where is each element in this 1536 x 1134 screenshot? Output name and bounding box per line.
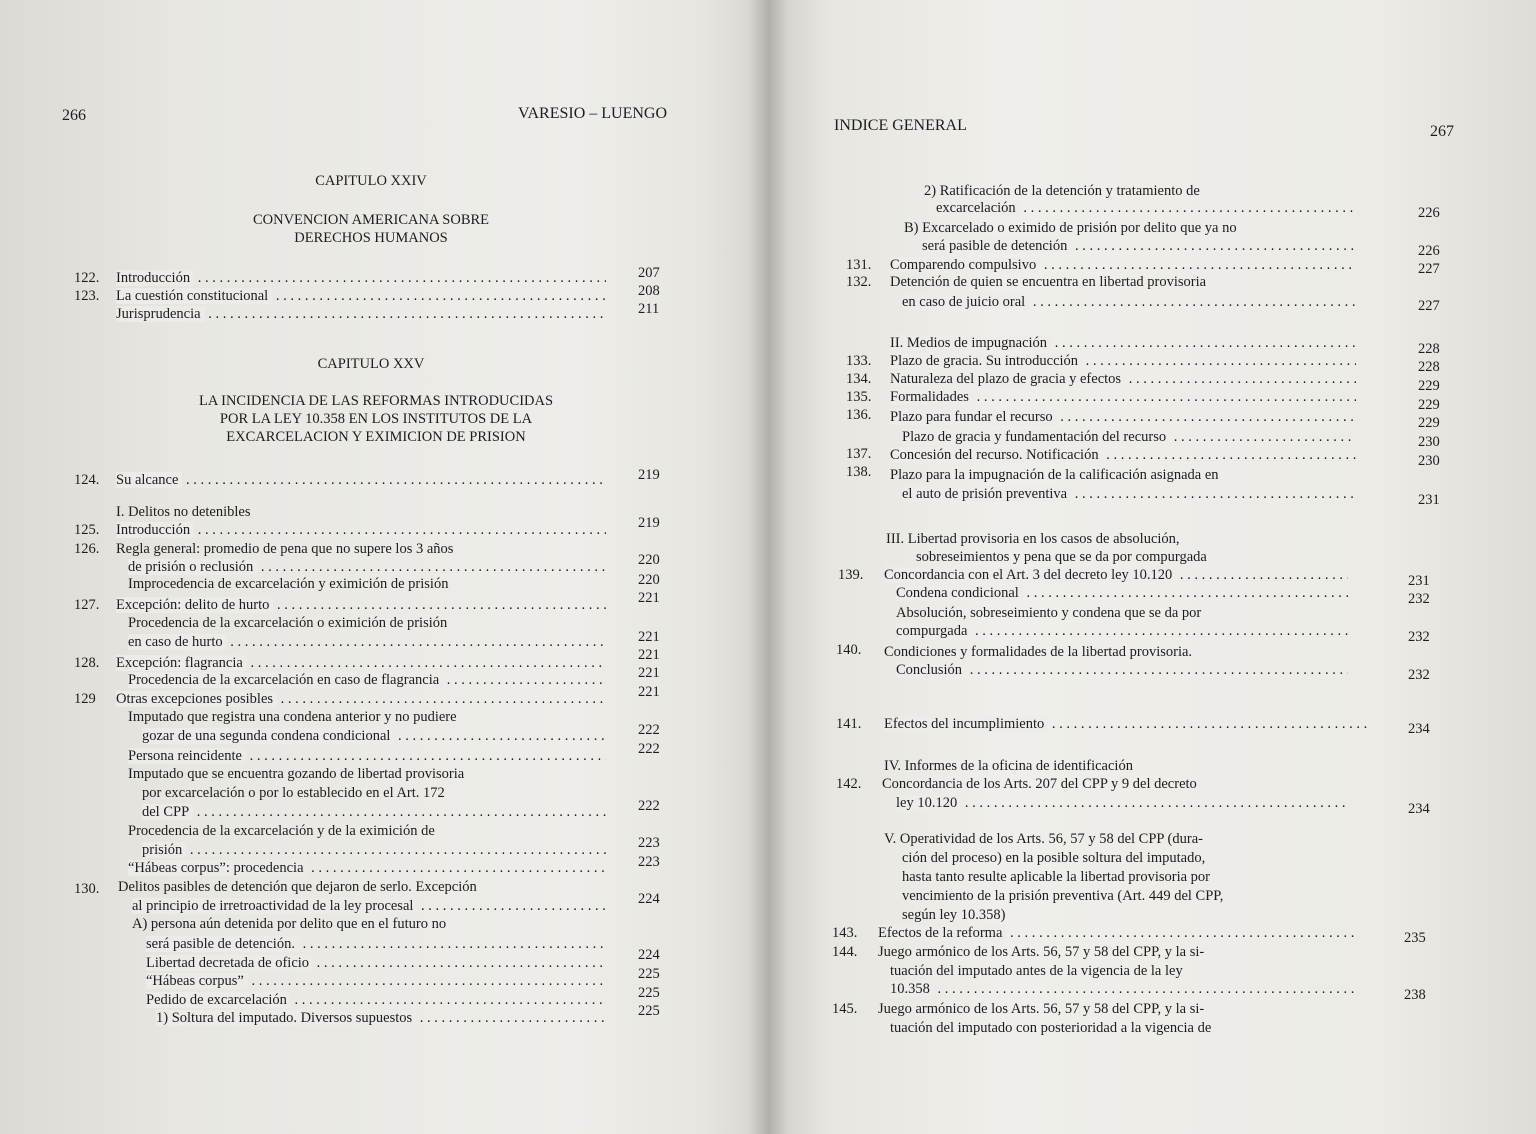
toc-entry: en caso de juicio oral . . . bbox=[902, 293, 1356, 311]
entry-number: 136. bbox=[846, 407, 872, 423]
chapter-xxiv-title-1: CONVENCION AMERICANA SOBRE bbox=[252, 212, 490, 228]
toc-entry: Libertad decretada de oficio . . . bbox=[146, 954, 606, 972]
entry-page: 229 bbox=[1418, 415, 1440, 431]
entry-page: 219 bbox=[638, 515, 660, 531]
book-gutter bbox=[748, 0, 788, 1134]
entry-page: 232 bbox=[1408, 629, 1430, 645]
toc-entry: Improcedencia de excarcelación y eximición de prisión bbox=[128, 576, 449, 592]
toc-entry: Concordancia con el Art. 3 del decreto ley 10.120 . . . bbox=[884, 566, 1348, 584]
chapter-xxv-label: CAPITULO XXV bbox=[317, 356, 425, 372]
toc-entry: Comparendo compulsivo . . . bbox=[890, 256, 1356, 274]
entry-page: 208 bbox=[638, 283, 660, 299]
entry-number: 128. bbox=[74, 655, 100, 671]
entry-number: 132. bbox=[846, 274, 872, 290]
toc-entry: el auto de prisión preventiva . . . bbox=[902, 485, 1356, 503]
entry-number: 140. bbox=[836, 642, 862, 658]
section-heading: sobreseimientos y pena que se da por compurgada bbox=[916, 549, 1207, 565]
toc-entry: Plazo de gracia y fundamentación del recurso . . . bbox=[902, 428, 1356, 446]
section-heading: ción del proceso) en la posible soltura del imputado, bbox=[902, 850, 1206, 866]
entry-page: 227 bbox=[1418, 298, 1440, 314]
section-heading: I. Delitos no detenibles bbox=[116, 504, 251, 520]
toc-entry-line: Imputado que registra una condena anterior y no pudiere bbox=[128, 709, 457, 725]
entry-page: 225 bbox=[638, 985, 660, 1001]
toc-entry: gozar de una segunda condena condicional . . . bbox=[142, 727, 606, 745]
toc-entry: Conclusión . . . bbox=[896, 661, 1348, 679]
entry-number: 129 bbox=[74, 691, 96, 707]
chapter-xxv-title-2: POR LA LEY 10.358 EN LOS INSTITUTOS DE LA bbox=[219, 411, 533, 427]
toc-entry-line: Procedencia de la excarcelación y de la eximición de bbox=[128, 823, 435, 839]
entry-page: 224 bbox=[638, 947, 660, 963]
entry-page: 234 bbox=[1408, 801, 1430, 817]
entry-page: 229 bbox=[1418, 378, 1440, 394]
toc-entry: del CPP . . . bbox=[142, 803, 606, 821]
left-page-number: 266 bbox=[62, 107, 86, 124]
toc-entry: Formalidades . . . bbox=[890, 388, 1356, 406]
entry-page: 235 bbox=[1404, 930, 1426, 946]
entry-page: 222 bbox=[638, 741, 660, 757]
toc-entry: será pasible de detención. . . . bbox=[146, 935, 606, 953]
toc-entry: excarcelación . . . bbox=[936, 199, 1356, 217]
toc-entry: Naturaleza del plazo de gracia y efectos . . . bbox=[890, 370, 1356, 388]
entry-page: 229 bbox=[1418, 397, 1440, 413]
toc-entry: Concesión del recurso. Notificación . . . bbox=[890, 446, 1356, 464]
toc-entry-line: Imputado que se encuentra gozando de libertad provisoria bbox=[128, 766, 465, 782]
toc-entry-line: Plazo para la impugnación de la calificación asignada en bbox=[890, 467, 1219, 483]
toc-entry: Jurisprudencia . . . bbox=[116, 305, 606, 323]
toc-entry-line: Regla general: promedio de pena que no supere los 3 años bbox=[116, 541, 454, 557]
section-heading: hasta tanto resulte aplicable la libertad provisoria por bbox=[902, 869, 1211, 885]
entry-number: 139. bbox=[838, 567, 864, 583]
toc-entry: Efectos del incumplimiento . . . bbox=[884, 715, 1368, 733]
entry-page: 221 bbox=[638, 665, 660, 681]
toc-entry: de prisión o reclusión . . . bbox=[128, 558, 606, 576]
entry-page: 232 bbox=[1408, 591, 1430, 607]
toc-entry: 10.358 . . . bbox=[890, 980, 1358, 998]
entry-number: 125. bbox=[74, 522, 100, 538]
toc-entry: será pasible de detención . . . bbox=[922, 237, 1356, 255]
entry-number: 145. bbox=[832, 1001, 858, 1017]
section-heading: según ley 10.358) bbox=[902, 907, 1006, 923]
entry-page: 230 bbox=[1418, 453, 1440, 469]
right-page-number: 267 bbox=[1430, 123, 1454, 140]
entry-number: 134. bbox=[846, 371, 872, 387]
entry-page: 234 bbox=[1408, 721, 1430, 737]
chapter-xxv-title-3: EXCARCELACION Y EXIMICION DE PRISION bbox=[226, 429, 526, 445]
toc-entry: en caso de hurto . . . bbox=[128, 633, 606, 651]
entry-number: 130. bbox=[74, 881, 100, 897]
entry-page: 222 bbox=[638, 722, 660, 738]
section-heading: vencimiento de la prisión preventiva (Art. 449 del CPP, bbox=[902, 888, 1224, 904]
entry-page: 211 bbox=[638, 301, 660, 317]
entry-number: 122. bbox=[74, 270, 100, 286]
right-page bbox=[768, 0, 1536, 1134]
toc-entry-line: Condiciones y formalidades de la libertad provisoria. bbox=[884, 644, 1193, 660]
entry-number: 123. bbox=[74, 288, 100, 304]
entry-number: 124. bbox=[74, 472, 100, 488]
entry-number: 135. bbox=[846, 389, 872, 405]
toc-entry: Introducción . . . bbox=[116, 269, 606, 287]
entry-page: 227 bbox=[1418, 261, 1440, 277]
toc-entry-line: Detención de quien se encuentra en libertad provisoria bbox=[890, 274, 1207, 290]
entry-page: 221 bbox=[638, 684, 660, 700]
right-running-head: INDICE GENERAL bbox=[834, 117, 967, 134]
entry-number: 143. bbox=[832, 925, 858, 941]
entry-page: 231 bbox=[1408, 573, 1430, 589]
toc-entry-line: tuación del imputado antes de la vigencia de la ley bbox=[890, 963, 1183, 979]
entry-page: 225 bbox=[638, 1003, 660, 1019]
section-heading: IV. Informes de la oficina de identificación bbox=[884, 758, 1133, 774]
toc-entry: Persona reincidente . . . bbox=[128, 747, 606, 765]
toc-entry: Efectos de la reforma . . . bbox=[878, 924, 1358, 942]
toc-entry: Pedido de excarcelación . . . bbox=[146, 991, 606, 1009]
entry-page: 223 bbox=[638, 854, 660, 870]
entry-page: 220 bbox=[638, 552, 660, 568]
entry-number: 144. bbox=[832, 944, 858, 960]
entry-page: 221 bbox=[638, 629, 660, 645]
section-heading: III. Libertad provisoria en los casos de absolución, bbox=[886, 531, 1180, 547]
entry-number: 138. bbox=[846, 464, 872, 480]
entry-number: 133. bbox=[846, 353, 872, 369]
entry-page: 207 bbox=[638, 265, 660, 281]
toc-entry: compurgada . . . bbox=[896, 622, 1348, 640]
section-heading: V. Operatividad de los Arts. 56, 57 y 58 del CPP (dura- bbox=[884, 831, 1203, 847]
entry-page: 231 bbox=[1418, 492, 1440, 508]
toc-entry: Plazo de gracia. Su introducción . . . bbox=[890, 352, 1356, 370]
toc-entry-line: Delitos pasibles de detención que dejaron de serlo. Excepción bbox=[118, 879, 477, 895]
entry-number: 131. bbox=[846, 257, 872, 273]
left-running-head: VARESIO – LUENGO bbox=[518, 105, 668, 122]
entry-page: 226 bbox=[1418, 243, 1440, 259]
toc-entry: Excepción: flagrancia . . . bbox=[116, 654, 606, 672]
entry-page: 221 bbox=[638, 647, 660, 663]
toc-entry: Introducción . . . bbox=[116, 521, 606, 539]
toc-entry-line: B) Excarcelado o eximido de prisión por delito que ya no bbox=[904, 220, 1237, 236]
entry-number: 141. bbox=[836, 716, 862, 732]
chapter-xxv-title-1: LA INCIDENCIA DE LAS REFORMAS INTRODUCIDAS bbox=[198, 393, 554, 409]
entry-page: 220 bbox=[638, 572, 660, 588]
toc-entry: prisión . . . bbox=[142, 841, 606, 859]
toc-entry: “Hábeas corpus”: procedencia . . . bbox=[128, 859, 606, 877]
toc-entry: La cuestión constitucional . . . bbox=[116, 287, 606, 305]
entry-page: 223 bbox=[638, 835, 660, 851]
toc-entry-line: Juego armónico de los Arts. 56, 57 y 58 del CPP, y la si- bbox=[878, 944, 1205, 960]
toc-entry: Procedencia de la excarcelación en caso de flagrancia . . . bbox=[128, 671, 606, 689]
entry-page: 228 bbox=[1418, 359, 1440, 375]
chapter-xxiv-label: CAPITULO XXIV bbox=[315, 173, 427, 189]
toc-entry: Plazo para fundar el recurso . . . bbox=[890, 408, 1356, 426]
chapter-xxiv-title-2: DERECHOS HUMANOS bbox=[294, 230, 448, 246]
entry-page: 230 bbox=[1418, 434, 1440, 450]
section-heading: II. Medios de impugnación . . . bbox=[890, 334, 1356, 352]
entry-page: 228 bbox=[1418, 341, 1440, 357]
toc-entry: Excepción: delito de hurto . . . bbox=[116, 596, 606, 614]
entry-number: 137. bbox=[846, 446, 872, 462]
entry-page: 226 bbox=[1418, 205, 1440, 221]
toc-entry: Otras excepciones posibles . . . bbox=[116, 690, 606, 708]
toc-entry: Su alcance . . . bbox=[116, 471, 606, 489]
entry-page: 222 bbox=[638, 798, 660, 814]
toc-entry-line: Absolución, sobreseimiento y condena que se da por bbox=[896, 605, 1202, 621]
toc-entry-line: Procedencia de la excarcelación o eximición de prisión bbox=[128, 615, 448, 631]
toc-entry: ley 10.120 . . . bbox=[896, 794, 1348, 812]
entry-number: 127. bbox=[74, 597, 100, 613]
toc-entry-line: 2) Ratificación de la detención y tratamiento de bbox=[924, 183, 1200, 199]
toc-entry: al principio de irretroactividad de la ley procesal . . . bbox=[132, 897, 606, 915]
toc-entry-line: Concordancia de los Arts. 207 del CPP y 9 del decreto bbox=[882, 776, 1197, 792]
entry-page: 225 bbox=[638, 966, 660, 982]
entry-page: 224 bbox=[638, 891, 660, 907]
entry-page: 238 bbox=[1404, 987, 1426, 1003]
entry-page: 219 bbox=[638, 467, 660, 483]
toc-entry-line: Juego armónico de los Arts. 56, 57 y 58 del CPP, y la si- bbox=[878, 1001, 1205, 1017]
toc-entry: Condena condicional . . . bbox=[896, 584, 1348, 602]
toc-entry-line: por excarcelación o por lo establecido en el Art. 172 bbox=[142, 785, 445, 801]
entry-number: 142. bbox=[836, 776, 862, 792]
entry-number: 126. bbox=[74, 541, 100, 557]
entry-page: 221 bbox=[638, 590, 660, 606]
toc-entry: 1) Soltura del imputado. Diversos supuestos . . . bbox=[156, 1009, 606, 1027]
toc-entry-line: A) persona aún detenida por delito que en el futuro no bbox=[132, 916, 447, 932]
toc-entry-line: tuación del imputado con posterioridad a la vigencia de bbox=[890, 1020, 1212, 1036]
toc-entry: “Hábeas corpus” . . . bbox=[146, 972, 606, 990]
entry-page: 232 bbox=[1408, 667, 1430, 683]
